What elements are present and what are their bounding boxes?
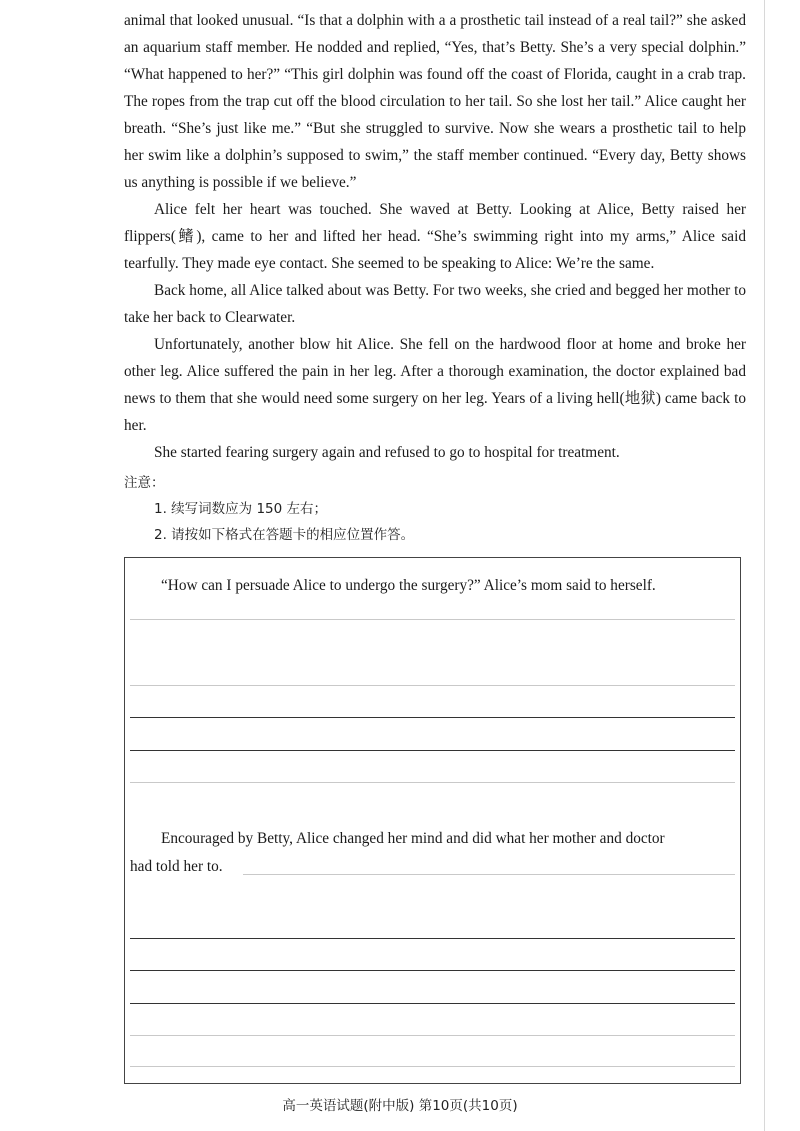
continuation-prompt-2-end: had told her to. [130, 858, 223, 875]
page-footer: 高一英语试题(附中版) 第10页(共10页) [282, 1098, 518, 1114]
passage-paragraph-1: animal that looked unusual. “Is that a dolphin with a a prosthetic tail instead of a real tail?” she asked an aquarium staff member. He nodded and replied, “Yes, that’s Betty. She’s a very special dolphin.” “What happened to her?” “This girl dolphin was found off the coast of Florida, caught in a crab trap. The ropes from the trap cut off the blood circulation to her tail. So she lost her tail.” Alice caught her breath. “She’s just like me.” “But she struggled to survive. Now she wears a prosthetic tail to help her swim like a dolphin’s supposed to swim,” the staff member continued. “Every day, Betty shows us anything is possible if we believe.” [124, 12, 746, 191]
passage-paragraph-3: Back home, all Alice talked about was Betty. For two weeks, she cried and begged her mother to take her back to Clearwater. [124, 282, 746, 326]
writing-line[interactable] [130, 1003, 735, 1004]
instructions-notes [124, 470, 724, 548]
writing-line[interactable] [130, 619, 735, 620]
note-item-answer-format: 2. 请按如下格式在答题卡的相应位置作答。 [154, 527, 415, 543]
writing-line[interactable] [130, 1066, 735, 1067]
writing-line[interactable] [243, 874, 735, 875]
passage-paragraph-2: Alice felt her heart was touched. She waved at Betty. Looking at Alice, Betty raised her flippers(鳍), came to her and lifted her head. “She’s swimming right into my arms,” Alice said tearfully. They made eye contact. She seemed to be speaking to Alice: We’re the same. [124, 201, 746, 272]
note-item-word-count: 1. 续写词数应为 150 左右； [154, 501, 328, 517]
writing-line[interactable] [130, 750, 735, 751]
page-edge-line [764, 0, 765, 1131]
writing-line[interactable] [130, 1035, 735, 1036]
writing-line[interactable] [130, 970, 735, 971]
passage-paragraph-5: She started fearing surgery again and refused to go to hospital for treatment. [154, 444, 620, 461]
reading-passage [124, 7, 746, 466]
passage-paragraph-4: Unfortunately, another blow hit Alice. She fell on the hardwood floor at home and broke her other leg. Alice suffered the pain in her leg. After a thorough examination, the doctor explained bad news to them that she would need some surgery on her leg. Years of a living hell(地狱) came back to her. [124, 336, 746, 434]
notes-title: 注意： [124, 475, 165, 491]
writing-line[interactable] [130, 685, 735, 686]
writing-line[interactable] [130, 782, 735, 783]
continuation-prompt-2: Encouraged by Betty, Alice changed her mind and did what her mother and doctor [161, 830, 665, 847]
writing-line[interactable] [130, 938, 735, 939]
answer-writing-box [124, 557, 741, 1084]
writing-line[interactable] [130, 717, 735, 718]
continuation-prompt-1: “How can I persuade Alice to undergo the surgery?” Alice’s mom said to herself. [161, 577, 656, 594]
